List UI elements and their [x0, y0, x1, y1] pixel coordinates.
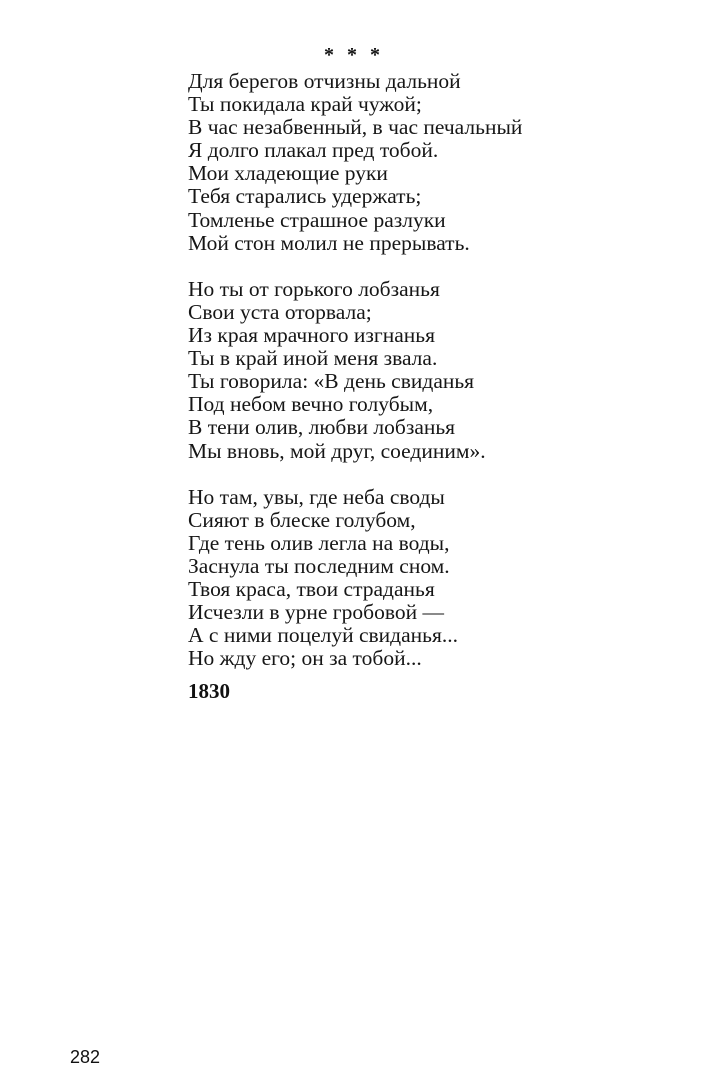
poem-year: 1830 [188, 679, 230, 703]
asterism-heading: * * * [324, 44, 384, 66]
poem-line: Под небом вечно голубым, [188, 392, 434, 417]
poem-line: Я долго плакал пред тобой. [188, 138, 439, 163]
stanza-2 [188, 278, 522, 463]
poem-line: А с ними поцелуй свиданья... [188, 623, 458, 648]
poem-line: Свои уста оторвала; [188, 299, 372, 324]
stanza-1 [188, 70, 522, 255]
poem-line: Мои хладеющие руки [188, 161, 388, 186]
poem-line: Из края мрачного изгнанья [188, 323, 435, 348]
poem-line: Мой стон молил не прерывать. [188, 230, 470, 255]
poem-line: Но жду его; он за тобой... [188, 646, 422, 671]
poem-line: Заснула ты последним сном. [188, 553, 450, 578]
poem-line: Но там, увы, где неба своды [188, 484, 445, 509]
poem-line: Где тень олив легла на воды, [188, 530, 450, 555]
poem-line: Ты в край иной меня звала. [188, 346, 438, 371]
page-number: 282 [70, 1047, 101, 1067]
poem-line: Томленье страшное разлуки [188, 207, 446, 232]
poem-line: Исчезли в урне гробовой — [188, 600, 444, 625]
poem-line: Для берегов отчизны дальной [188, 69, 461, 93]
poem-line: Ты говорила: «В день свиданья [188, 369, 475, 394]
poem-line: Мы вновь, мой друг, соединим». [188, 438, 486, 463]
poem-line: Твоя краса, твои страданья [188, 577, 435, 602]
poem-body [188, 70, 522, 694]
stanza-3 [188, 486, 522, 671]
poem-line: В тени олив, любви лобзанья [188, 415, 456, 440]
poem-line: Тебя старались удержать; [188, 184, 422, 209]
poem-line: Но ты от горького лобзанья [188, 276, 440, 301]
poem-line: Сияют в блеске голубом, [188, 507, 416, 532]
poem-line: В час незабвенный, в час печальный [188, 115, 523, 140]
poem-line: Ты покидала край чужой; [188, 92, 422, 117]
